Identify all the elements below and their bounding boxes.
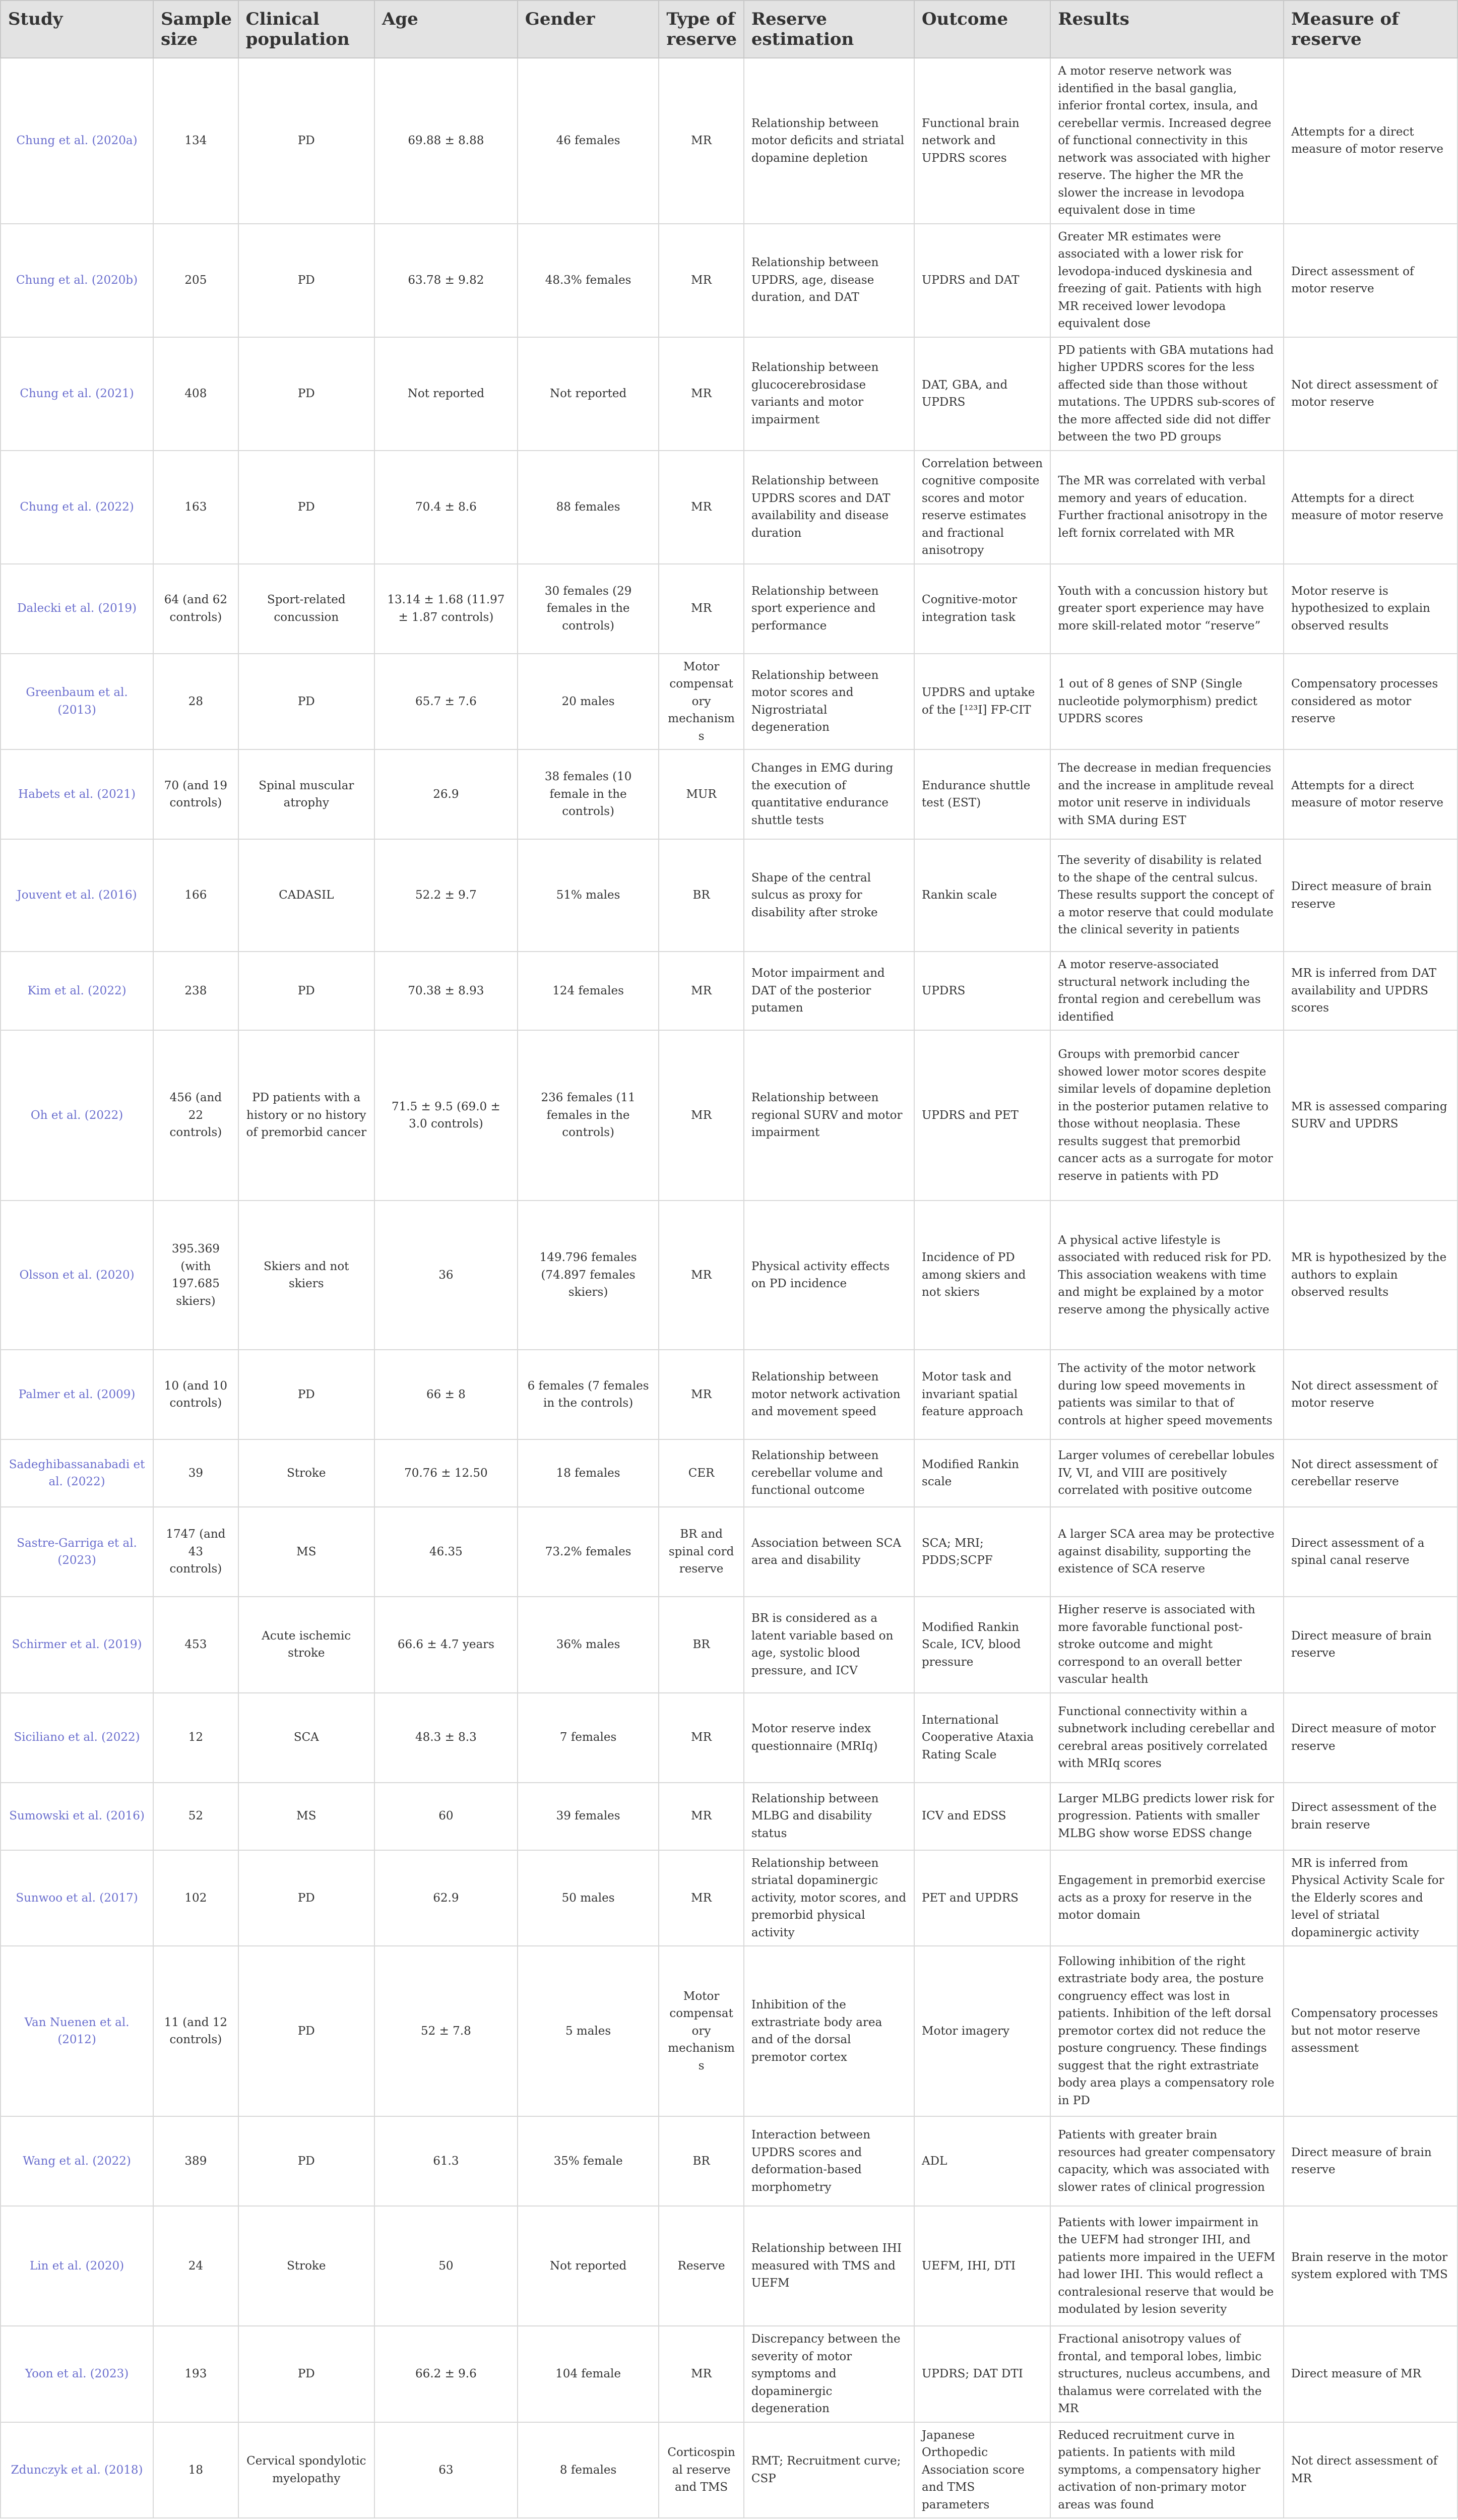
study-cell xyxy=(1,337,153,451)
gender-cell: 36% males xyxy=(518,1597,659,1693)
header-age: Age xyxy=(374,1,518,58)
results-cell: The severity of disability is related to the shape of the central sulcus. These results support the concept of a motor reserve that could modulate the clinical severity in patients xyxy=(1050,839,1284,952)
type-of-reserve-cell: MR xyxy=(659,337,744,451)
study-link[interactable]: Dalecki et al. (2019) xyxy=(17,602,137,615)
type-of-reserve-cell: Corticospinal reserve and TMS xyxy=(659,2422,744,2518)
sample-size-cell: 102 xyxy=(153,1850,238,1946)
clinical-population-cell: Cervical spondylotic myelopathy xyxy=(238,2422,374,2518)
results-cell: Higher reserve is associated with more favorable functional post-stroke outcome and might correspond to an overall better vascular health xyxy=(1050,1597,1284,1693)
outcome-cell: Correlation between cognitive composite scores and motor reserve estimates and fractional anisotropy xyxy=(914,451,1050,564)
reserve-estimation-cell: Shape of the central sulcus as proxy for disability after stroke xyxy=(744,839,914,952)
sample-size-cell: 64 (and 62 controls) xyxy=(153,564,238,654)
study-link[interactable]: Chung et al. (2021) xyxy=(20,387,134,400)
gender-cell: 6 females (7 females in the controls) xyxy=(518,1350,659,1439)
sample-size-cell: 39 xyxy=(153,1439,238,1507)
clinical-population-cell: PD xyxy=(238,337,374,451)
measure-of-reserve-cell: Not direct assessment of motor reserve xyxy=(1284,1350,1457,1439)
study-cell xyxy=(1,1597,153,1693)
age-cell: 69.88 ± 8.88 xyxy=(374,58,518,224)
reserve-estimation-cell: Inhibition of the extrastriate body area and of the dorsal premotor cortex xyxy=(744,1946,914,2116)
table-row xyxy=(1,839,1457,952)
clinical-population-cell: PD xyxy=(238,1350,374,1439)
header-results: Results xyxy=(1050,1,1284,58)
type-of-reserve-cell: BR xyxy=(659,839,744,952)
type-of-reserve-cell: Motor compensatory mechanisms xyxy=(659,654,744,750)
gender-cell: 236 females (11 females in the controls) xyxy=(518,1030,659,1201)
outcome-cell: Cognitive-motor integration task xyxy=(914,564,1050,654)
measure-of-reserve-cell: Direct measure of MR xyxy=(1284,2326,1457,2422)
gender-cell: 50 males xyxy=(518,1850,659,1946)
type-of-reserve-cell: MR xyxy=(659,1201,744,1350)
reserve-estimation-cell: Relationship between motor network activation and movement speed xyxy=(744,1350,914,1439)
type-of-reserve-cell: MR xyxy=(659,451,744,564)
reserve-estimation-cell: Motor impairment and DAT of the posterior putamen xyxy=(744,952,914,1030)
table-row xyxy=(1,654,1457,750)
age-cell: Not reported xyxy=(374,337,518,451)
gender-cell: 149.796 females (74.897 females skiers) xyxy=(518,1201,659,1350)
results-cell: Fractional anisotropy values of frontal, and temporal lobes, limbic structures, nucleus accumbens, and thalamus were correlated with the MR xyxy=(1050,2326,1284,2422)
table-row xyxy=(1,337,1457,451)
study-link[interactable]: Schirmer et al. (2019) xyxy=(12,1638,142,1651)
gender-cell: 7 females xyxy=(518,1693,659,1783)
measure-of-reserve-cell: Attempts for a direct measure of motor reserve xyxy=(1284,451,1457,564)
age-cell: 70.76 ± 12.50 xyxy=(374,1439,518,1507)
reserve-estimation-cell: Changes in EMG during the execution of quantitative endurance shuttle tests xyxy=(744,749,914,839)
sample-size-cell: 205 xyxy=(153,224,238,337)
age-cell: 62.9 xyxy=(374,1850,518,1946)
reserve-estimation-cell: Relationship between cerebellar volume and functional outcome xyxy=(744,1439,914,1507)
study-cell xyxy=(1,224,153,337)
results-cell: Engagement in premorbid exercise acts as a proxy for reserve in the motor domain xyxy=(1050,1850,1284,1946)
results-cell: Larger MLBG predicts lower risk for progression. Patients with smaller MLBG show worse EDSS change xyxy=(1050,1783,1284,1850)
table-row xyxy=(1,224,1457,337)
clinical-population-cell: PD xyxy=(238,224,374,337)
gender-cell: 39 females xyxy=(518,1783,659,1850)
type-of-reserve-cell: MR xyxy=(659,1030,744,1201)
clinical-population-cell: CADASIL xyxy=(238,839,374,952)
results-cell: 1 out of 8 genes of SNP (Single nucleotide polymorphism) predict UPDRS scores xyxy=(1050,654,1284,750)
study-link[interactable]: Siciliano et al. (2022) xyxy=(14,1731,140,1744)
results-cell: Patients with greater brain resources had greater compensatory capacity, which was associated with slower rates of clinical progression xyxy=(1050,2116,1284,2206)
study-link[interactable]: Greenbaum et al. (2013) xyxy=(26,686,128,717)
study-cell xyxy=(1,839,153,952)
type-of-reserve-cell: MR xyxy=(659,58,744,224)
header-measure-of-reserve: Measure of reserve xyxy=(1284,1,1457,58)
sample-size-cell: 395.369 (with 197.685 skiers) xyxy=(153,1201,238,1350)
study-link[interactable]: Wang et al. (2022) xyxy=(23,2154,131,2168)
outcome-cell: UEFM, IHI, DTI xyxy=(914,2206,1050,2326)
reserve-estimation-cell: BR is considered as a latent variable based on age, systolic blood pressure, and ICV xyxy=(744,1597,914,1693)
sample-size-cell: 408 xyxy=(153,337,238,451)
gender-cell: Not reported xyxy=(518,2206,659,2326)
age-cell: 26.9 xyxy=(374,749,518,839)
age-cell: 71.5 ± 9.5 (69.0 ± 3.0 controls) xyxy=(374,1030,518,1201)
reserve-estimation-cell: Relationship between UPDRS scores and DAT availability and disease duration xyxy=(744,451,914,564)
clinical-population-cell: PD xyxy=(238,2326,374,2422)
table-row xyxy=(1,1597,1457,1693)
type-of-reserve-cell: MR xyxy=(659,952,744,1030)
results-cell: A larger SCA area may be protective against disability, supporting the existence of SCA reserve xyxy=(1050,1507,1284,1597)
study-cell xyxy=(1,952,153,1030)
study-cell xyxy=(1,1439,153,1507)
measure-of-reserve-cell: MR is hypothesized by the authors to explain observed results xyxy=(1284,1201,1457,1350)
measure-of-reserve-cell: Attempts for a direct measure of motor reserve xyxy=(1284,749,1457,839)
results-cell: Patients with lower impairment in the UEFM had stronger IHI, and patients more impaired in the UEFM had lower IHI. This would reflect a contralesional reserve that would be modulated by lesion severity xyxy=(1050,2206,1284,2326)
outcome-cell: Functional brain network and UPDRS scores xyxy=(914,58,1050,224)
header-outcome: Outcome xyxy=(914,1,1050,58)
table-row xyxy=(1,1850,1457,1946)
study-cell xyxy=(1,2206,153,2326)
clinical-population-cell: Stroke xyxy=(238,2206,374,2326)
study-link[interactable]: Lin et al. (2020) xyxy=(30,2259,124,2273)
outcome-cell: UPDRS; DAT DTI xyxy=(914,2326,1050,2422)
gender-cell: 30 females (29 females in the controls) xyxy=(518,564,659,654)
gender-cell: 20 males xyxy=(518,654,659,750)
study-cell xyxy=(1,1693,153,1783)
measure-of-reserve-cell: Compensatory processes considered as motor reserve xyxy=(1284,654,1457,750)
type-of-reserve-cell: Motor compensatory mechanisms xyxy=(659,1946,744,2116)
measure-of-reserve-cell: Direct measure of brain reserve xyxy=(1284,1597,1457,1693)
age-cell: 70.4 ± 8.6 xyxy=(374,451,518,564)
type-of-reserve-cell: MR xyxy=(659,224,744,337)
age-cell: 52.2 ± 9.7 xyxy=(374,839,518,952)
study-link[interactable]: Palmer et al. (2009) xyxy=(18,1388,136,1401)
study-cell xyxy=(1,451,153,564)
results-cell: A physical active lifestyle is associated with reduced risk for PD. This association weakens with time and might be explained by a motor reserve among the physically active xyxy=(1050,1201,1284,1350)
type-of-reserve-cell: MUR xyxy=(659,749,744,839)
type-of-reserve-cell: BR and spinal cord reserve xyxy=(659,1507,744,1597)
results-cell: A motor reserve network was identified in the basal ganglia, inferior frontal cortex, insula, and cerebellar vermis. Increased degree of functional connectivity in this network was associated with higher reserve. The higher the MR the slower the increase in levodopa equivalent dose in time xyxy=(1050,58,1284,224)
study-cell xyxy=(1,749,153,839)
age-cell: 66.2 ± 9.6 xyxy=(374,2326,518,2422)
sample-size-cell: 389 xyxy=(153,2116,238,2206)
study-link[interactable]: Kim et al. (2022) xyxy=(27,984,126,997)
measure-of-reserve-cell: Not direct assessment of MR xyxy=(1284,2422,1457,2518)
gender-cell: 38 females (10 female in the controls) xyxy=(518,749,659,839)
table-row xyxy=(1,1783,1457,1850)
measure-of-reserve-cell: Direct assessment of the brain reserve xyxy=(1284,1783,1457,1850)
type-of-reserve-cell: Reserve xyxy=(659,2206,744,2326)
outcome-cell: SCA; MRI; PDDS;SCPF xyxy=(914,1507,1050,1597)
study-link[interactable]: Olsson et al. (2020) xyxy=(19,1268,135,1282)
age-cell: 65.7 ± 7.6 xyxy=(374,654,518,750)
sample-size-cell: 52 xyxy=(153,1783,238,1850)
clinical-population-cell: PD xyxy=(238,2116,374,2206)
study-cell xyxy=(1,1201,153,1350)
age-cell: 52 ± 7.8 xyxy=(374,1946,518,2116)
measure-of-reserve-cell: MR is assessed comparing SURV and UPDRS xyxy=(1284,1030,1457,1201)
table-row xyxy=(1,1946,1457,2116)
table-row xyxy=(1,1350,1457,1439)
age-cell: 13.14 ± 1.68 (11.97 ± 1.87 controls) xyxy=(374,564,518,654)
gender-cell: 8 females xyxy=(518,2422,659,2518)
clinical-population-cell: Skiers and not skiers xyxy=(238,1201,374,1350)
sample-size-cell: 1747 (and 43 controls) xyxy=(153,1507,238,1597)
study-link[interactable]: Oh et al. (2022) xyxy=(30,1108,123,1122)
clinical-population-cell: PD xyxy=(238,58,374,224)
clinical-population-cell: PD patients with a history or no history of premorbid cancer xyxy=(238,1030,374,1201)
table-row xyxy=(1,2116,1457,2206)
sample-size-cell: 10 (and 10 controls) xyxy=(153,1350,238,1439)
outcome-cell: Japanese Orthopedic Association score and TMS parameters xyxy=(914,2422,1050,2518)
outcome-cell: UPDRS xyxy=(914,952,1050,1030)
outcome-cell: Incidence of PD among skiers and not skiers xyxy=(914,1201,1050,1350)
reserve-estimation-cell: Relationship between striatal dopaminergic activity, motor scores, and premorbid physical activity xyxy=(744,1850,914,1946)
measure-of-reserve-cell: Not direct assessment of cerebellar reserve xyxy=(1284,1439,1457,1507)
study-cell xyxy=(1,1783,153,1850)
sample-size-cell: 70 (and 19 controls) xyxy=(153,749,238,839)
gender-cell: 88 females xyxy=(518,451,659,564)
measure-of-reserve-cell: Direct measure of motor reserve xyxy=(1284,1693,1457,1783)
clinical-population-cell: MS xyxy=(238,1783,374,1850)
reserve-estimation-cell: Relationship between motor scores and Nigrostriatal degeneration xyxy=(744,654,914,750)
results-cell: PD patients with GBA mutations had higher UPDRS scores for the less affected side than those without mutations. The UPDRS sub-scores of the more affected side did not differ between the two PD groups xyxy=(1050,337,1284,451)
type-of-reserve-cell: MR xyxy=(659,1693,744,1783)
gender-cell: Not reported xyxy=(518,337,659,451)
study-link[interactable]: Habets et al. (2021) xyxy=(18,787,136,801)
reserve-estimation-cell: Interaction between UPDRS scores and deformation-based morphometry xyxy=(744,2116,914,2206)
sample-size-cell: 11 (and 12 controls) xyxy=(153,1946,238,2116)
outcome-cell: UPDRS and PET xyxy=(914,1030,1050,1201)
type-of-reserve-cell: MR xyxy=(659,2326,744,2422)
measure-of-reserve-cell: Motor reserve is hypothesized to explain observed results xyxy=(1284,564,1457,654)
table-row xyxy=(1,1693,1457,1783)
table-row xyxy=(1,2422,1457,2518)
reserve-estimation-cell: Discrepancy between the severity of motor symptoms and dopaminergic degeneration xyxy=(744,2326,914,2422)
results-cell: The MR was correlated with verbal memory and years of education. Further fractional anisotropy in the left fornix correlated with MR xyxy=(1050,451,1284,564)
age-cell: 60 xyxy=(374,1783,518,1850)
table-row xyxy=(1,1439,1457,1507)
outcome-cell: UPDRS and DAT xyxy=(914,224,1050,337)
measure-of-reserve-cell: Direct measure of brain reserve xyxy=(1284,2116,1457,2206)
study-cell xyxy=(1,1030,153,1201)
gender-cell: 48.3% females xyxy=(518,224,659,337)
table-row xyxy=(1,1507,1457,1597)
results-cell: Functional connectivity within a subnetwork including cerebellar and cerebral areas positively correlated with MRIq scores xyxy=(1050,1693,1284,1783)
outcome-cell: UPDRS and uptake of the [¹²³I] FP-CIT xyxy=(914,654,1050,750)
sample-size-cell: 24 xyxy=(153,2206,238,2326)
table-row xyxy=(1,952,1457,1030)
reserve-estimation-cell: Relationship between glucocerebrosidase variants and motor impairment xyxy=(744,337,914,451)
reserve-estimation-cell: Relationship between MLBG and disability status xyxy=(744,1783,914,1850)
measure-of-reserve-cell: Direct measure of brain reserve xyxy=(1284,839,1457,952)
study-cell xyxy=(1,58,153,224)
header-type-of-reserve: Type of reserve xyxy=(659,1,744,58)
outcome-cell: Endurance shuttle test (EST) xyxy=(914,749,1050,839)
age-cell: 48.3 ± 8.3 xyxy=(374,1693,518,1783)
reserve-estimation-cell: Relationship between sport experience and performance xyxy=(744,564,914,654)
study-cell xyxy=(1,2422,153,2518)
outcome-cell: ICV and EDSS xyxy=(914,1783,1050,1850)
clinical-population-cell: PD xyxy=(238,1850,374,1946)
study-link[interactable]: Chung et al. (2022) xyxy=(20,500,134,514)
table-body xyxy=(1,58,1457,2518)
study-cell xyxy=(1,2116,153,2206)
study-link[interactable]: Sastre-Garriga et al. (2023) xyxy=(17,1536,137,1567)
clinical-population-cell: PD xyxy=(238,952,374,1030)
header-sample-size: Sample size xyxy=(153,1,238,58)
gender-cell: 18 females xyxy=(518,1439,659,1507)
gender-cell: 73.2% females xyxy=(518,1507,659,1597)
header-clinical-population: Clinical population xyxy=(238,1,374,58)
outcome-cell: ADL xyxy=(914,2116,1050,2206)
study-cell xyxy=(1,1350,153,1439)
outcome-cell: PET and UPDRS xyxy=(914,1850,1050,1946)
study-link[interactable]: Van Nuenen et al. (2012) xyxy=(24,2015,130,2046)
measure-of-reserve-cell: Direct assessment of a spinal canal reserve xyxy=(1284,1507,1457,1597)
results-cell: Greater MR estimates were associated with a lower risk for levodopa-induced dyskinesia and freezing of gait. Patients with high MR received lower levodopa equivalent dose xyxy=(1050,224,1284,337)
sample-size-cell: 18 xyxy=(153,2422,238,2518)
type-of-reserve-cell: MR xyxy=(659,1783,744,1850)
sample-size-cell: 193 xyxy=(153,2326,238,2422)
sample-size-cell: 163 xyxy=(153,451,238,564)
measure-of-reserve-cell: Compensatory processes but not motor reserve assessment xyxy=(1284,1946,1457,2116)
study-link[interactable]: Sunwoo et al. (2017) xyxy=(16,1891,138,1905)
study-cell xyxy=(1,1507,153,1597)
gender-cell: 46 females xyxy=(518,58,659,224)
type-of-reserve-cell: CER xyxy=(659,1439,744,1507)
age-cell: 63 xyxy=(374,2422,518,2518)
sample-size-cell: 456 (and 22 controls) xyxy=(153,1030,238,1201)
measure-of-reserve-cell: Not direct assessment of motor reserve xyxy=(1284,337,1457,451)
clinical-population-cell: Spinal muscular atrophy xyxy=(238,749,374,839)
study-link[interactable]: Sumowski et al. (2016) xyxy=(9,1809,145,1823)
type-of-reserve-cell: BR xyxy=(659,2116,744,2206)
outcome-cell: Motor imagery xyxy=(914,1946,1050,2116)
age-cell: 63.78 ± 9.82 xyxy=(374,224,518,337)
study-cell xyxy=(1,1946,153,2116)
sample-size-cell: 28 xyxy=(153,654,238,750)
gender-cell: 35% female xyxy=(518,2116,659,2206)
study-cell xyxy=(1,2326,153,2422)
reserve-estimation-cell: Physical activity effects on PD incidence xyxy=(744,1201,914,1350)
age-cell: 50 xyxy=(374,2206,518,2326)
sample-size-cell: 166 xyxy=(153,839,238,952)
measure-of-reserve-cell: MR is inferred from Physical Activity Scale for the Elderly scores and level of striatal dopaminergic activity xyxy=(1284,1850,1457,1946)
table-row xyxy=(1,1201,1457,1350)
gender-cell: 51% males xyxy=(518,839,659,952)
table-row xyxy=(1,564,1457,654)
measure-of-reserve-cell: Brain reserve in the motor system explored with TMS xyxy=(1284,2206,1457,2326)
reserve-estimation-cell: Motor reserve index questionnaire (MRIq) xyxy=(744,1693,914,1783)
table-row xyxy=(1,2326,1457,2422)
study-link[interactable]: Yoon et al. (2023) xyxy=(25,2367,129,2380)
gender-cell: 104 female xyxy=(518,2326,659,2422)
gender-cell: 5 males xyxy=(518,1946,659,2116)
age-cell: 70.38 ± 8.93 xyxy=(374,952,518,1030)
reserve-estimation-cell: RMT; Recruitment curve; CSP xyxy=(744,2422,914,2518)
header-reserve-estimation: Reserve estimation xyxy=(744,1,914,58)
table-row xyxy=(1,2206,1457,2326)
clinical-population-cell: SCA xyxy=(238,1693,374,1783)
results-cell: A motor reserve-associated structural network including the frontal region and cerebellum was identified xyxy=(1050,952,1284,1030)
age-cell: 66 ± 8 xyxy=(374,1350,518,1439)
outcome-cell: DAT, GBA, and UPDRS xyxy=(914,337,1050,451)
clinical-population-cell: Acute ischemic stroke xyxy=(238,1597,374,1693)
measure-of-reserve-cell: Attempts for a direct measure of motor reserve xyxy=(1284,58,1457,224)
study-link[interactable]: Chung et al. (2020b) xyxy=(16,273,138,287)
measure-of-reserve-cell: MR is inferred from DAT availability and UPDRS scores xyxy=(1284,952,1457,1030)
study-link[interactable]: Zdunczyk et al. (2018) xyxy=(11,2463,143,2477)
clinical-population-cell: MS xyxy=(238,1507,374,1597)
study-link[interactable]: Sadeghibassanabadi et al. (2022) xyxy=(9,1458,145,1488)
table-row xyxy=(1,58,1457,224)
reserve-estimation-cell: Association between SCA area and disability xyxy=(744,1507,914,1597)
header-gender: Gender xyxy=(518,1,659,58)
type-of-reserve-cell: MR xyxy=(659,1850,744,1946)
age-cell: 66.6 ± 4.7 years xyxy=(374,1597,518,1693)
reserve-estimation-cell: Relationship between UPDRS, age, disease duration, and DAT xyxy=(744,224,914,337)
study-link[interactable]: Jouvent et al. (2016) xyxy=(17,889,137,902)
reserve-estimation-cell: Relationship between regional SURV and motor impairment xyxy=(744,1030,914,1201)
type-of-reserve-cell: BR xyxy=(659,1597,744,1693)
table-row xyxy=(1,749,1457,839)
results-cell: The decrease in median frequencies and the increase in amplitude reveal motor unit reserve in individuals with SMA during EST xyxy=(1050,749,1284,839)
table-header-row xyxy=(1,1,1457,58)
clinical-population-cell: PD xyxy=(238,654,374,750)
table-row xyxy=(1,451,1457,564)
reserve-estimation-cell: Relationship between motor deficits and striatal dopamine depletion xyxy=(744,58,914,224)
header-study: Study xyxy=(1,1,153,58)
results-cell: Reduced recruitment curve in patients. In patients with mild symptoms, a compensatory higher activation of non-primary motor areas was found xyxy=(1050,2422,1284,2518)
measure-of-reserve-cell: Direct assessment of motor reserve xyxy=(1284,224,1457,337)
clinical-population-cell: PD xyxy=(238,1946,374,2116)
outcome-cell: International Cooperative Ataxia Rating Scale xyxy=(914,1693,1050,1783)
gender-cell: 124 females xyxy=(518,952,659,1030)
results-cell: Youth with a concussion history but greater sport experience may have more skill-related motor “reserve” xyxy=(1050,564,1284,654)
outcome-cell: Rankin scale xyxy=(914,839,1050,952)
type-of-reserve-cell: MR xyxy=(659,1350,744,1439)
study-cell xyxy=(1,1850,153,1946)
type-of-reserve-cell: MR xyxy=(659,564,744,654)
results-cell: The activity of the motor network during low speed movements in patients was similar to that of controls at higher speed movements xyxy=(1050,1350,1284,1439)
table-row xyxy=(1,1030,1457,1201)
outcome-cell: Motor task and invariant spatial feature approach xyxy=(914,1350,1050,1439)
sample-size-cell: 238 xyxy=(153,952,238,1030)
results-cell: Groups with premorbid cancer showed lower motor scores despite similar levels of dopamine depletion in the posterior putamen relative to those without neoplasia. These results suggest that premorbid cancer acts as a surrogate for motor reserve in patients with PD xyxy=(1050,1030,1284,1201)
study-link[interactable]: Chung et al. (2020a) xyxy=(16,134,138,147)
age-cell: 61.3 xyxy=(374,2116,518,2206)
sample-size-cell: 134 xyxy=(153,58,238,224)
outcome-cell: Modified Rankin Scale, ICV, blood pressure xyxy=(914,1597,1050,1693)
clinical-population-cell: Sport-related concussion xyxy=(238,564,374,654)
reserve-estimation-cell: Relationship between IHI measured with TMS and UEFM xyxy=(744,2206,914,2326)
study-cell xyxy=(1,654,153,750)
results-cell: Following inhibition of the right extrastriate body area, the posture congruency effect was lost in patients. Inhibition of the left dorsal premotor cortex did not reduce the posture congruency. These findings suggest that the right extrastriate body area plays a compensatory role in PD xyxy=(1050,1946,1284,2116)
age-cell: 46.35 xyxy=(374,1507,518,1597)
clinical-population-cell: PD xyxy=(238,451,374,564)
clinical-population-cell: Stroke xyxy=(238,1439,374,1507)
age-cell: 36 xyxy=(374,1201,518,1350)
sample-size-cell: 453 xyxy=(153,1597,238,1693)
study-cell xyxy=(1,564,153,654)
sample-size-cell: 12 xyxy=(153,1693,238,1783)
outcome-cell: Modified Rankin scale xyxy=(914,1439,1050,1507)
results-cell: Larger volumes of cerebellar lobules IV, VI, and VIII are positively correlated with positive outcome xyxy=(1050,1439,1284,1507)
